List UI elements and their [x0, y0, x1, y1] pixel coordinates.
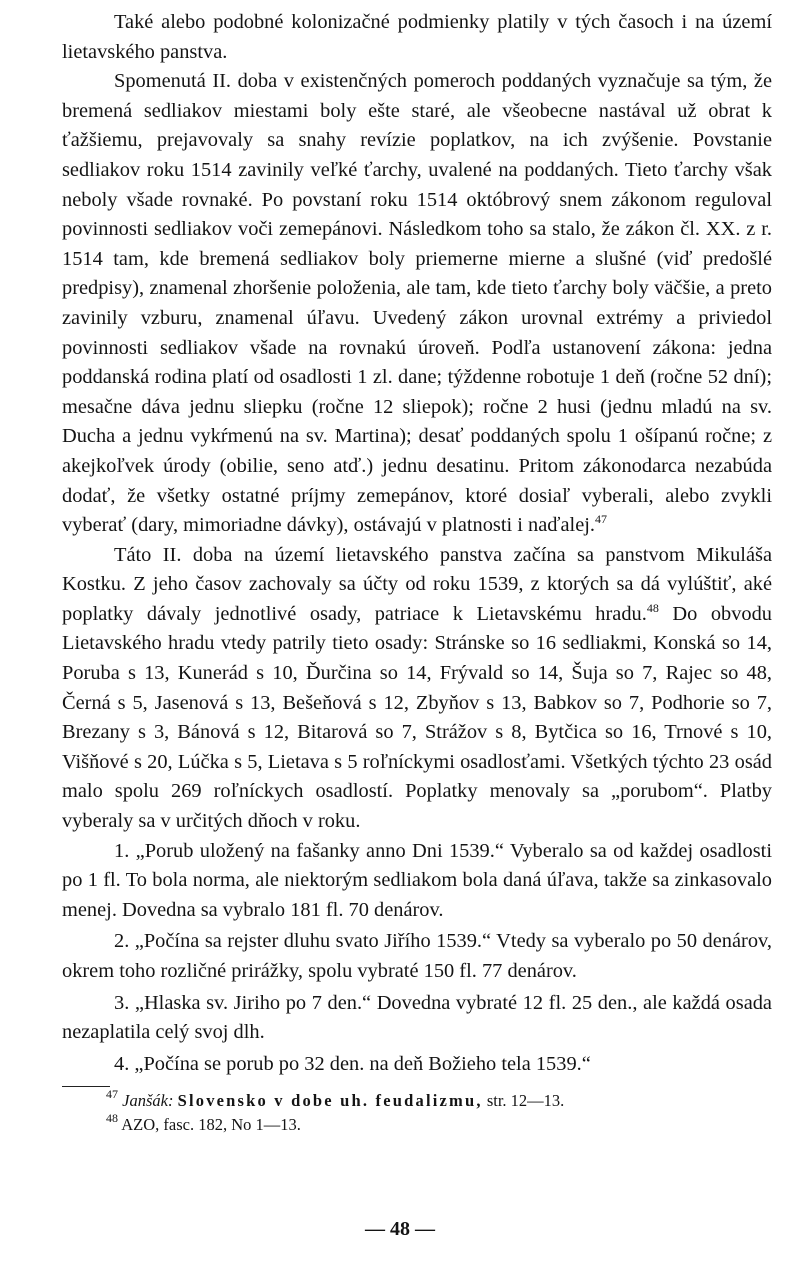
paragraph-2: Spomenutá II. doba v existenčných pomeroch poddaných vyznačuje sa tým, že bremená sedliakov miestami boly ešte staré, ale všeobecne nastával už obrat k ťažšiemu, prejavovaly sa snahy revízie poplatkov, na ich zvýšenie. Povstanie sedliakov roku 1514 zavinily veľké ťarchy, uvalené na poddaných. Tieto ťarchy však neboly všade rovnaké. Po povstaní roku 1514 októbrový snem zákonom reguloval povinnosti sedliakov voči zemepánovi. Následkom toho sa stalo, že zákon čl. XX. z r. 1514 tam, kde bremená sedliakov boly priemerne mierne a slušné (viď predošlé predpisy), znamenal zhoršenie položenia, ale tam, kde tieto ťarchy boly väčšie, a preto zavinily vzburu, znamenal úľavu. Uvedený zákon urovnal extrémy a priviedol povinnosti sedliakov všade na rovnakú úroveň. Podľa ustanovení zákona: jedna poddanská rodina platí od osadlosti 1 zl. dane; týždenne robotuje 1 deň (ročne 52 dní); mesačne dáva jednu sliepku (ročne 12 sliepok); ročne 2 husi (jednu mladú na sv. Ducha a jednu vykŕmenú na sv. Martina); desať poddaných spolu 1 ošípanú ročne; z akejkoľvek úrody (obilie, seno atď.) jednu desatinu. Pritom zákonodarca nezabúda dodať, že všetky ostatné príjmy zemepánov, ktoré dosiaľ vyberali, alebo zvykli vyberať (dary, mimoriadne dávky), ostávajú v platnosti i naďalej.$^{47}$: [62, 70, 772, 537]
footnote-ref-47: 47: [595, 512, 608, 527]
list-item-3: 3. „Hlaska sv. Jiriho po 7 den.“ Dovedna vybraté 12 fl. 25 den., ale každá osada nezaplatila celý svoj dlh.: [62, 991, 772, 1044]
footnote-separator: [62, 1086, 110, 1087]
list-item-2: 2. „Počína sa rejster dluhu svato Jiřího 1539.“ Vtedy sa vyberalo po 50 denárov, okrem toho rozličné prirážky, spolu vybraté 150 fl. 77 denárov.: [62, 930, 772, 982]
footnote-47: $^{47}$ Janšák: Slovensko v dobe uh. feudalizmu, str. 12—13.: [106, 1087, 565, 1111]
body-text: [62, 8, 772, 1079]
footnote-48: $^{48}$ AZO, fasc. 182, No 1—13.: [106, 1111, 301, 1135]
footnote-ref-48: 48: [646, 600, 659, 615]
page-number: — 48 —: [365, 1218, 435, 1240]
paragraph-1: Také alebo podobné kolonizačné podmienky platily v tých časoch i na území lietavského panstva.: [62, 11, 772, 63]
paragraph-3: Táto II. doba na území lietavského panstva začína sa panstvom Mikuláša Kostku. Z jeho časov zachovaly sa účty od roku 1539, z ktorých sa dá vylúštiť, aké poplatky dávaly jednotlivé osady, patriace k Lietavskému hradu.$^{48}$ Do obvodu Lietavského hradu vtedy patrily tieto osady: Stránske so 16 sedliakmi, Konská so 14, Poruba s 13, Kunerád s 10, Ďurčina so 14, Frývald so 14, Šuja so 7, Rajec so 48, Černá s 5, Jasenová s 13, Bešeňová s 12, Zbyňov s 13, Babkov so 7, Podhorie so 7, Brezany s 3, Bánová s 12, Bitarová so 7, Strážov s 8, Bytčica so 16, Trnové s 10, Višňové s 20, Lúčka s 5, Lietava s 5 roľníckymi osadlosťami. Všetkých týchto 23 osád malo spolu 269 roľníckych osadlostí. Poplatky menovaly sa „porubom“. Platby vyberaly sa v určitých dňoch v roku.: [62, 543, 772, 833]
list-item-4: 4. „Počína se porub po 32 den. na deň Božieho tela 1539.“: [114, 1052, 591, 1075]
list-item-1: 1. „Porub uložený na fašanky anno Dni 1539.“ Vyberalo sa od každej osadlosti po 1 fl. To bola norma, ale niektorým sedliakom bola daná úľava, takže sa zinkasovalo menej. Dovedna sa vybralo 181 fl. 70 denárov.: [62, 839, 772, 921]
footnotes: [62, 1089, 772, 1137]
